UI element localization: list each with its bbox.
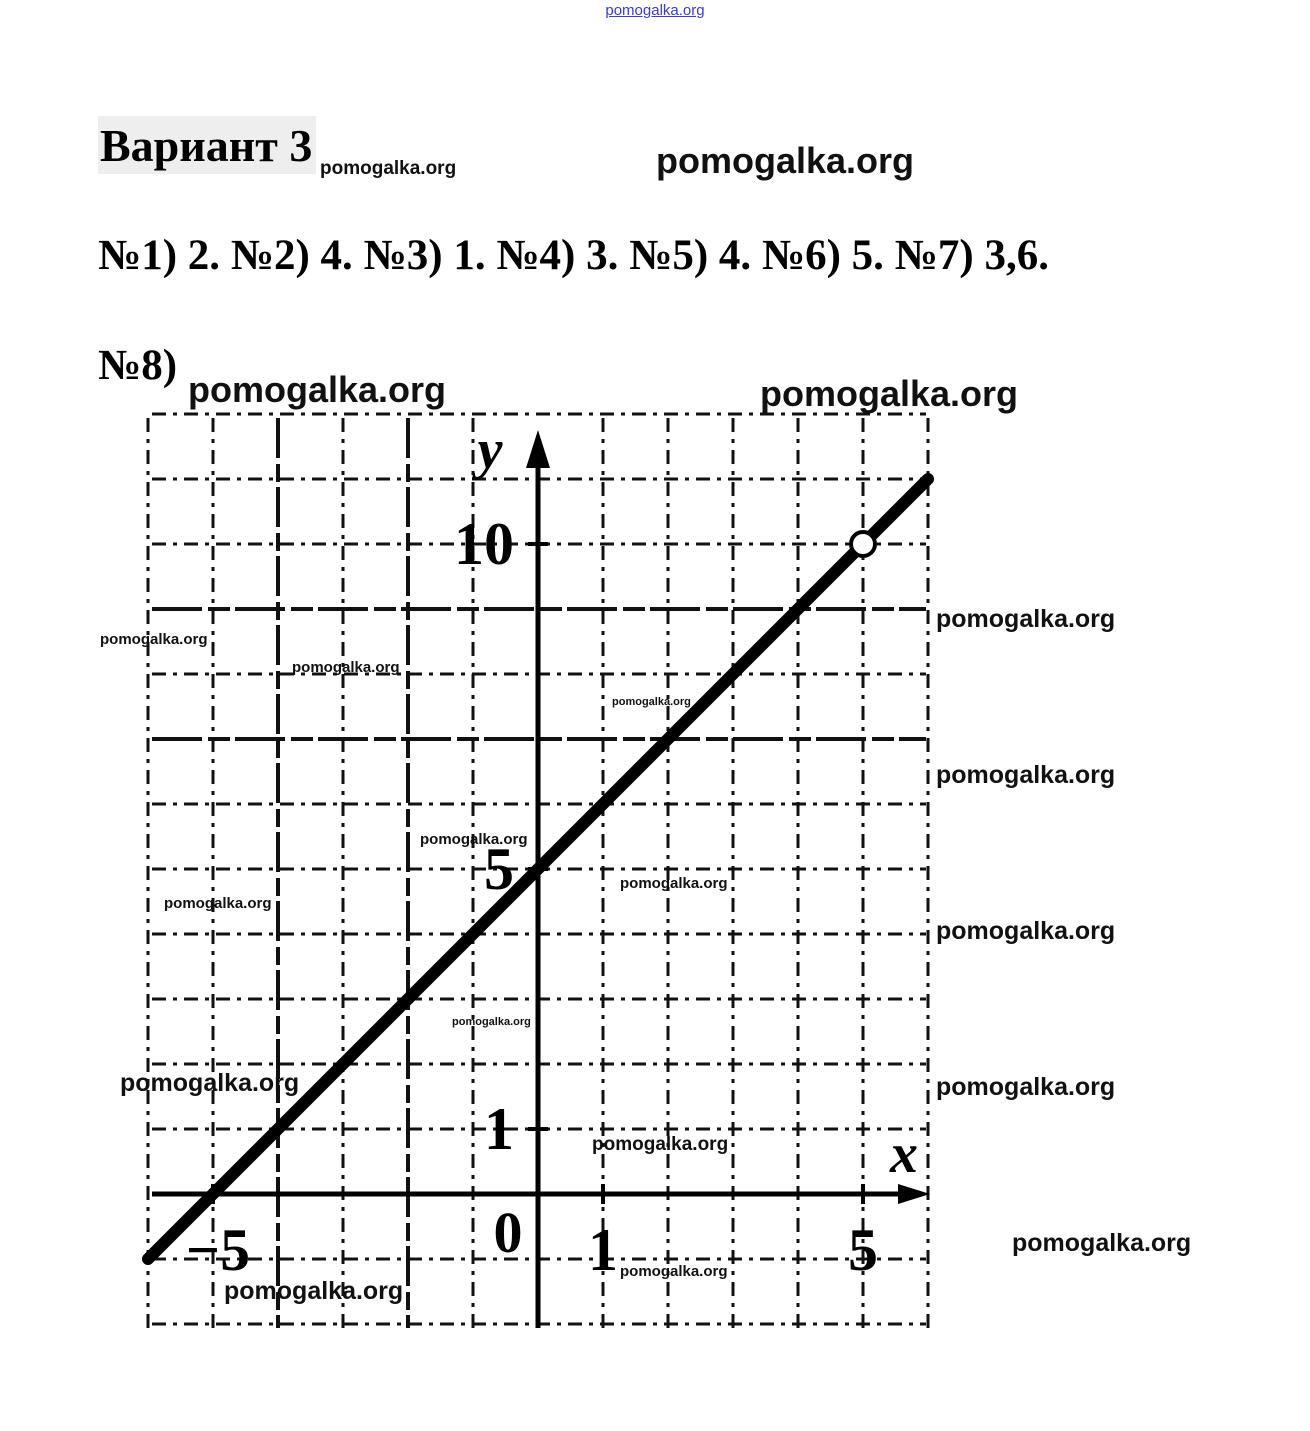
x-axis-label: x bbox=[890, 1123, 918, 1185]
watermark: pomogalka.org bbox=[120, 1069, 300, 1097]
variant-title: Вариант 3 bbox=[98, 116, 316, 174]
watermark: pomogalka.org bbox=[620, 1263, 728, 1280]
x-tick-label: −5 bbox=[185, 1217, 251, 1283]
watermark: pomogalka.org bbox=[452, 1016, 531, 1028]
answers-line: №1) 2. №2) 4. №3) 1. №4) 3. №5) 4. №6) 5. №7) 3,6. bbox=[98, 232, 1049, 279]
watermark: pomogalka.org bbox=[292, 659, 400, 676]
site-link[interactable]: pomogalka.org bbox=[605, 2, 705, 19]
y-axis-arrow bbox=[526, 430, 550, 468]
watermark: pomogalka.org bbox=[936, 1073, 1116, 1101]
y-tick-label: 1 bbox=[484, 1096, 514, 1162]
y-tick-label: 10 bbox=[454, 511, 514, 577]
x-tick-label: 1 bbox=[588, 1217, 618, 1283]
y-tick-label: 5 bbox=[484, 836, 514, 902]
watermark: pomogalka.org bbox=[592, 1134, 729, 1155]
x-tick-label: 5 bbox=[848, 1217, 878, 1283]
watermark: pomogalka.org bbox=[320, 158, 457, 179]
watermark: pomogalka.org bbox=[188, 369, 447, 410]
y-axis-label: y bbox=[477, 419, 503, 481]
watermark: pomogalka.org bbox=[656, 140, 915, 181]
watermark: pomogalka.org bbox=[1012, 1229, 1192, 1257]
watermark: pomogalka.org bbox=[620, 875, 728, 892]
watermark: pomogalka.org bbox=[612, 696, 691, 708]
watermark: pomogalka.org bbox=[936, 917, 1116, 945]
x-axis-arrow bbox=[898, 1184, 930, 1204]
watermark: pomogalka.org bbox=[420, 831, 528, 848]
watermark: pomogalka.org bbox=[936, 761, 1116, 789]
watermark: pomogalka.org bbox=[936, 605, 1116, 633]
watermark: pomogalka.org bbox=[164, 895, 272, 912]
open-point bbox=[851, 532, 875, 556]
question-8-label: №8) bbox=[98, 342, 178, 389]
watermark: pomogalka.org bbox=[224, 1277, 404, 1305]
origin-label: 0 bbox=[493, 1200, 523, 1265]
watermark: pomogalka.org bbox=[100, 631, 208, 648]
watermark: pomogalka.org bbox=[760, 373, 1019, 414]
